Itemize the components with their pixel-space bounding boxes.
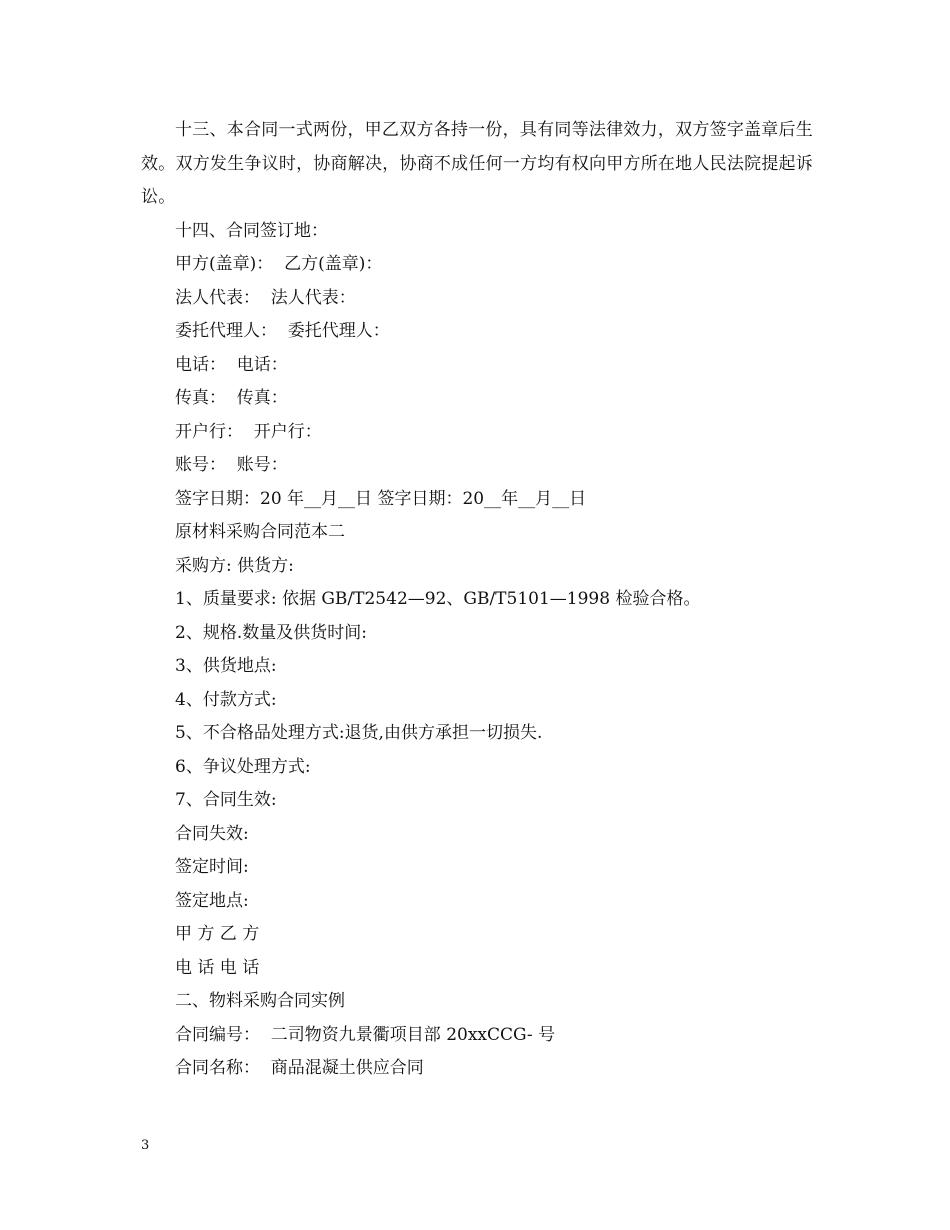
party-seal-line: 甲方(盖章)： 乙方(盖章)： [175,254,383,274]
contract-name-line: 合同名称： 商品混凝土供应合同 [175,1058,424,1078]
phone-pair-line: 电 话 电 话 [175,957,260,978]
nonconforming-handling-line: 5、不合格品处理方式:退货,由供方承担一切损失. [175,723,543,743]
delivery-location-line: 3、供货地点: [175,656,277,676]
quality-requirement-line: 1、质量要求: 依据 GB/T2542—92、GB/T5101—1998 检验合格。 [175,589,701,609]
account-line: 账号： 账号： [175,455,288,475]
signing-date-line: 签字日期：20 年__月__日 签字日期：20__年__月__日 [175,488,587,509]
buyer-supplier-line: 采购方: 供货方: [175,555,294,576]
contract-expiry-line: 合同失效: [175,823,249,844]
section-two-heading: 二、物料采购合同实例 [175,991,345,1011]
specification-line: 2、规格.数量及供货时间: [175,622,367,643]
clause-13-paragraph: 十三、本合同一式两份，甲乙双方各持一份，具有同等法律效力，双方签字盖章后生效。双方发生争议时，协商解决，协商不成任何一方均有权向甲方所在地人民法院提起诉讼。 [141,120,813,207]
legal-representative-line: 法人代表： 法人代表： [175,287,356,308]
document-body [141,114,813,1086]
bank-line: 开户行： 开户行： [175,421,322,442]
clause-14-heading: 十四、合同签订地： [175,220,328,241]
template-two-heading: 原材料采购合同范本二 [175,522,345,542]
party-a-b-line: 甲 方 乙 方 [175,924,260,944]
contract-effective-line: 7、合同生效: [175,790,277,810]
page-number: 3 [141,1138,150,1153]
signing-place-line: 签定地点: [175,890,249,911]
signing-time-line: 签定时间: [175,857,249,877]
dispute-handling-line: 6、争议处理方式: [175,756,311,777]
fax-line: 传真： 传真： [175,388,288,408]
authorized-agent-line: 委托代理人： 委托代理人： [175,321,390,341]
payment-method-line: 4、付款方式: [175,689,277,710]
contract-number-line: 合同编号： 二司物资九景衢项目部 20xxCCG- 号 [175,1024,556,1045]
phone-line: 电话： 电话： [175,354,288,375]
